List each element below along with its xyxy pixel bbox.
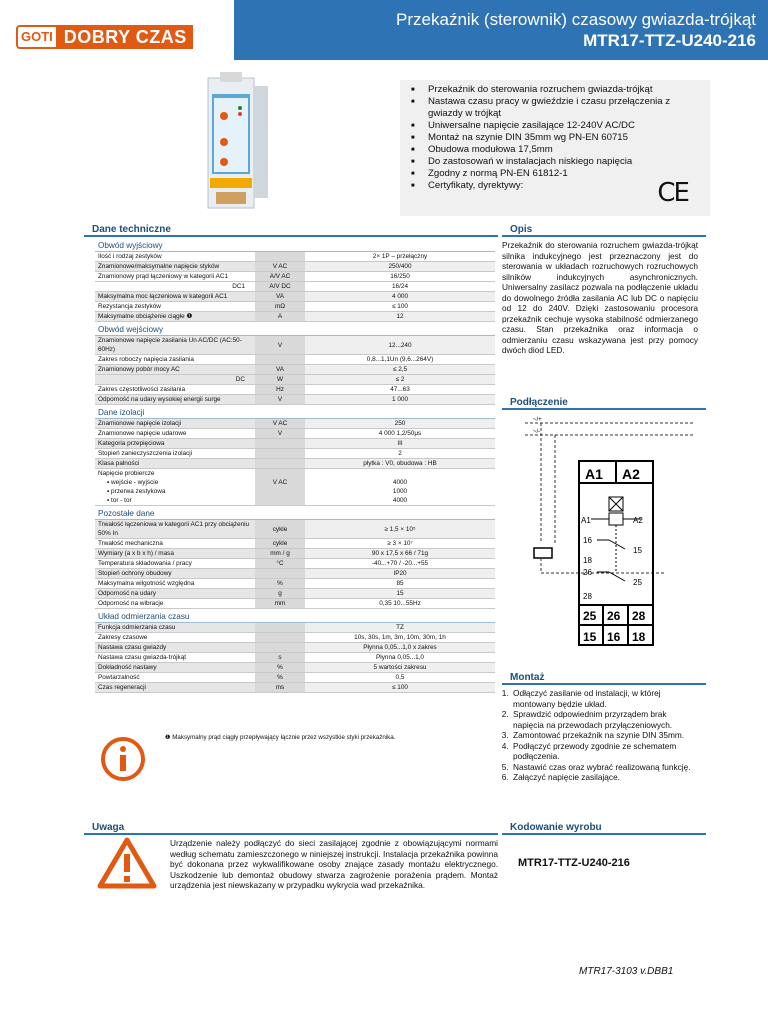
table-cell: Stopień zanieczyszczenia izolacji: [95, 449, 255, 459]
table-cell: Nastawa czasu gwiazda-trójkąt: [95, 653, 255, 663]
table-cell: -40...+70 / -20...+55: [305, 559, 495, 569]
table-cell: V AC: [255, 419, 305, 429]
table-cell: [255, 459, 305, 469]
spec-group: [95, 506, 495, 520]
table-row: [95, 663, 495, 673]
pin-28: 28: [583, 592, 592, 601]
table-row: [95, 395, 495, 405]
table-row: [95, 643, 495, 653]
table-row: [95, 312, 495, 322]
block-26: 26: [607, 609, 621, 623]
section-podlaczenie: Podłączenie: [510, 397, 568, 408]
table-cell: 4 000 1,2/50μs: [305, 429, 495, 439]
table-row: [95, 599, 495, 609]
table-row: [95, 683, 495, 693]
table-cell: mm: [255, 599, 305, 609]
table-cell: %: [255, 673, 305, 683]
table-cell: [255, 469, 305, 479]
table-cell: III: [305, 439, 495, 449]
info-icon: [100, 736, 146, 782]
table-cell: płytka : V0, obudowa : HB: [305, 459, 495, 469]
features-box: [400, 80, 710, 216]
section-rule: [502, 235, 706, 237]
table-row: [95, 579, 495, 589]
table-cell: Ilość i rodzaj zestyków: [95, 252, 255, 262]
ce-mark-icon: CE: [657, 178, 688, 208]
terminal-a1: A1: [585, 466, 603, 482]
table-cell: 10s, 30s, 1m, 3m, 10m, 30m, 1h: [305, 633, 495, 643]
table-cell: Maksymalne obciążenie ciągłe ❶: [95, 312, 255, 322]
feature-item: ■ Uniwersalne napięcie zasilające 12-240V AC/DC: [408, 120, 704, 132]
table-cell: VA: [255, 365, 305, 375]
table-cell: [255, 623, 305, 633]
pin-26: 26: [583, 568, 592, 577]
spec-table: [95, 238, 495, 693]
table-cell: 250: [305, 419, 495, 429]
table-cell: Powtarzalność: [95, 673, 255, 683]
feature-item: ■ Przekaźnik do sterowania rozruchem gwiazda-trójkąt: [408, 84, 704, 96]
product-photo: [200, 72, 272, 220]
table-cell: Funkcja odmierzania czasu: [95, 623, 255, 633]
section-kodowanie: Kodowanie wyrobu: [510, 822, 602, 833]
table-row: [95, 419, 495, 429]
table-cell: Trwałość łączeniowa w kategorii AC1 przy obciążeniu 50% In: [95, 520, 255, 539]
table-cell: Układ odmierzania czasu: [95, 609, 495, 623]
list-item: 3. Zamontować przekaźnik na szynie DIN 35mm.: [511, 730, 698, 741]
table-cell: V: [255, 429, 305, 439]
table-cell: 47...63: [305, 385, 495, 395]
table-row: [95, 653, 495, 663]
block-18: 18: [632, 630, 646, 644]
table-cell: Obwód wejściowy: [95, 322, 495, 336]
title-band: [234, 0, 768, 60]
table-cell: 15: [305, 589, 495, 599]
table-cell: Stopień ochrony obudowy: [95, 569, 255, 579]
table-cell: Napięcie probiercze: [98, 470, 155, 477]
table-row: [95, 252, 495, 262]
pin-15: 15: [633, 546, 642, 555]
page-title: Przekaźnik (sterownik) czasowy gwiazda-trójkąt: [396, 10, 756, 29]
block-28: 28: [632, 609, 646, 623]
section-rule: [84, 235, 498, 237]
table-cell: [255, 633, 305, 643]
table-row: [95, 385, 495, 395]
table-cell: V AC: [255, 262, 305, 272]
table-cell: Klasa palności: [95, 459, 255, 469]
pin-a1: A1: [581, 516, 591, 525]
table-row: [95, 569, 495, 579]
table-cell: 1 000: [305, 395, 495, 405]
table-cell: Dane izolacji: [95, 405, 495, 419]
list-item: 4. Podłączyć przewody zgodnie ze schematem podłączenia.: [511, 741, 698, 762]
table-cell: [255, 569, 305, 579]
table-cell: ≤ 100: [305, 302, 495, 312]
table-cell: %: [255, 663, 305, 673]
table-cell: [255, 496, 305, 506]
table-cell: TZ: [305, 623, 495, 633]
table-row: [95, 549, 495, 559]
logo-text: DOBRY CZAS: [58, 25, 193, 49]
table-cell: [255, 355, 305, 365]
table-cell: A/V DC: [255, 282, 305, 292]
table-cell: 16/250: [305, 272, 495, 282]
feature-item: ■ Montaż na szynie DIN 35mm wg PN-EN 60715: [408, 132, 704, 144]
table-row: [95, 589, 495, 599]
section-uwaga: Uwaga: [92, 822, 125, 833]
table-row: [95, 469, 495, 479]
section-rule: [502, 833, 706, 835]
warning-icon: [96, 836, 158, 892]
pin-16: 16: [583, 536, 592, 545]
table-cell: Kategoria przepięciowa: [95, 439, 255, 449]
table-cell: 12...240: [305, 336, 495, 355]
table-row: [95, 520, 495, 539]
list-item: 2. Sprawdzić odpowiednim przyrządem brak napięcia na przewodach przyłączeniowych.: [511, 709, 698, 730]
table-cell: Znamionowe/maksymalne napięcie styków: [95, 262, 255, 272]
table-cell: A: [255, 312, 305, 322]
table-cell: Znamionowy prąd łączeniowy w kategorii AC1: [95, 272, 255, 282]
table-cell: Hz: [255, 385, 305, 395]
table-cell: Zakres roboczy napięcia zasilania: [95, 355, 255, 365]
table-cell: ▪ wejście - wyjście: [107, 479, 159, 486]
table-cell: ≥ 1,5 × 10⁵: [305, 520, 495, 539]
table-row: [95, 375, 495, 385]
table-cell: 0,8...1,1Un (9,6...264V): [305, 355, 495, 365]
line-l1: ~/+: [533, 417, 542, 423]
spec-group: [95, 322, 495, 336]
table-cell: 90 x 17,5 x 66 / 71g: [305, 549, 495, 559]
section-rule: [502, 683, 706, 685]
table-cell: 12: [305, 312, 495, 322]
table-cell: V: [255, 336, 305, 355]
pin-a2: A2: [633, 516, 643, 525]
spec-group: [95, 405, 495, 419]
table-row: [95, 439, 495, 449]
line-l2: ~/-: [533, 429, 541, 435]
table-cell: [255, 643, 305, 653]
feature-item: ■ Do zastosowań w instalacjach niskiego napięcia: [408, 156, 704, 168]
block-15: 15: [583, 630, 597, 644]
product-model: MTR17-TTZ-U240-216: [583, 31, 756, 50]
spec-group: [95, 609, 495, 623]
table-cell: 2× 1P – przełączny: [305, 252, 495, 262]
table-row: [95, 487, 495, 496]
table-cell: Wymiary (a x b x h) / masa: [95, 549, 255, 559]
table-cell: 250/400: [305, 262, 495, 272]
table-row: [95, 633, 495, 643]
table-cell: A/V AC: [255, 272, 305, 282]
table-cell: Odporność na wibracje: [95, 599, 255, 609]
table-cell: 1000: [392, 488, 408, 495]
table-cell: Znamionowe napięcie izolacji: [95, 419, 255, 429]
table-cell: cykle: [255, 520, 305, 539]
table-cell: [255, 449, 305, 459]
mounting-steps: [502, 688, 698, 783]
document-version: MTR17-3103 v.DBB1: [579, 966, 674, 977]
table-row: [95, 496, 495, 506]
table-cell: Odporność na udary: [95, 589, 255, 599]
table-cell: ≥ 3 × 10⁷: [305, 539, 495, 549]
table-row: [95, 365, 495, 375]
table-cell: 85: [305, 579, 495, 589]
terminal-a2: A2: [622, 466, 640, 482]
table-cell: V AC: [255, 478, 305, 487]
table-cell: 0,35 10...55Hz: [305, 599, 495, 609]
wiring-diagram: [505, 413, 705, 653]
table-cell: DC: [95, 375, 255, 385]
brand-logo: [16, 22, 193, 52]
table-cell: Płynna 0,05...1,0 x zakres: [305, 643, 495, 653]
table-cell: Zakres częstotliwości zasilania: [95, 385, 255, 395]
table-row: [95, 272, 495, 282]
table-cell: DC1: [95, 282, 255, 292]
table-cell: ▪ przerwa zestykowa: [107, 488, 166, 495]
table-row: [95, 262, 495, 272]
table-row: [95, 478, 495, 487]
table-cell: Maksymalna wilgotność względna: [95, 579, 255, 589]
product-code: MTR17-TTZ-U240-216: [518, 857, 630, 869]
table-cell: ≤ 100: [305, 683, 495, 693]
block-25: 25: [583, 609, 597, 623]
pin-25: 25: [633, 578, 642, 587]
table-cell: s: [255, 653, 305, 663]
table-cell: [305, 469, 495, 479]
section-opis: Opis: [510, 224, 533, 235]
table-cell: Rezystancja zestyków: [95, 302, 255, 312]
table-row: [95, 673, 495, 683]
description-text: Przekaźnik do sterowania rozruchem gwiazda-trójkąt silnika indukcyjnego jest przeznaczony jest do sterowania w układach rozruchowych rozruchowych silników indukcyjnych asynchronicznych. Uniwersalny zasilacz pozwala na podłączenie układu do dowolnego źródła zasilania AC lub DC o napięciu od 12 do 240V. Dzięki zastosowaniu procesora przekaźnik cechuje wysoka stabilność odmierzanego czasu. Stan przekaźnika oraz informacja o odmierzaniu czasu wskazywana jest przy pomocy dwóch diod LED.: [502, 240, 698, 355]
table-row: [95, 292, 495, 302]
table-cell: Pozostałe dane: [95, 506, 495, 520]
table-row: [95, 302, 495, 312]
table-cell: [255, 487, 305, 496]
table-row: [95, 355, 495, 365]
table-row: [95, 282, 495, 292]
table-cell: 4 000: [305, 292, 495, 302]
table-cell: g: [255, 589, 305, 599]
feature-item: ■ Zgodny z normą PN-EN 61812-1: [408, 168, 704, 180]
table-cell: Płynna 0,05...1,0: [305, 653, 495, 663]
table-cell: Odporność na udary wysokiej energii surge: [95, 395, 255, 405]
table-cell: mΩ: [255, 302, 305, 312]
table-row: [95, 539, 495, 549]
table-row: [95, 623, 495, 633]
footnote: ❶ Maksymalny prąd ciągły przepływający łącznie przez wszystkie styki przekaźnika.: [165, 734, 396, 741]
table-cell: Zakresy czasowe: [95, 633, 255, 643]
table-row: [95, 559, 495, 569]
feature-item: ■ Certyfikaty, dyrektywy:: [408, 180, 704, 192]
list-item: 5. Nastawić czas oraz wybrać realizowaną funkcję.: [511, 762, 698, 773]
table-cell: VA: [255, 292, 305, 302]
list-item: 6. Załączyć napięcie zasilające.: [511, 772, 698, 783]
table-cell: V: [255, 395, 305, 405]
table-cell: 0,5: [305, 673, 495, 683]
table-row: [95, 449, 495, 459]
table-cell: Znamionowy pobór mocy AC: [95, 365, 255, 375]
table-cell: Temperatura składowania / pracy: [95, 559, 255, 569]
table-cell: ▪ tor - tor: [95, 496, 255, 506]
table-cell: 4000: [305, 496, 495, 506]
feature-item: ■ Obudowa modułowa 17,5mm: [408, 144, 704, 156]
table-cell: °C: [255, 559, 305, 569]
table-cell: Nastawa czasu gwiazdy: [95, 643, 255, 653]
table-cell: cykle: [255, 539, 305, 549]
warning-text: Urządzenie należy podłączyć do sieci zasilającej zgodnie z obowiązującymi normami według schematu zamieszczonego w niniejszej instrukcji. Instalacja przekaźnika powinna być dokonana przez wykwalifikowane osoby znające zasady montażu elektrycznego. Uszkodzenie lub demontaż obudowy stwarza zagrożenie porażenia prądem. Montaż urządzenia jest niewskazany w przypadku wykrycia wad przekaźnika.: [170, 838, 498, 890]
table-cell: mm / g: [255, 549, 305, 559]
table-cell: 2: [305, 449, 495, 459]
page-header: [0, 0, 768, 60]
table-cell: ≤ 2,5: [305, 365, 495, 375]
table-cell: ≤ 2: [305, 375, 495, 385]
table-cell: Znamionowe napięcie udarowe: [95, 429, 255, 439]
table-cell: 4000: [392, 479, 408, 486]
table-cell: [255, 439, 305, 449]
table-cell: W: [255, 375, 305, 385]
table-cell: Maksymalna moc łączeniowa w kategorii AC1: [95, 292, 255, 302]
table-cell: IP20: [305, 569, 495, 579]
table-cell: ms: [255, 683, 305, 693]
table-cell: Znamionowe napięcie zasilania Un AC/DC (AC:50-60Hz): [95, 336, 255, 355]
section-dane-techniczne: Dane techniczne: [92, 224, 171, 235]
table-cell: Obwód wyjściowy: [95, 238, 495, 252]
section-rule: [502, 408, 706, 410]
table-row: [95, 336, 495, 355]
table-row: [95, 429, 495, 439]
feature-item: ■ Nastawa czasu pracy w gwieździe i czasu przełączenia z gwiazdy w trójkąt: [408, 96, 704, 120]
logo-goti: GOTI: [16, 25, 58, 49]
section-montaz: Montaż: [510, 672, 545, 683]
spec-group: [95, 238, 495, 252]
table-cell: 5 wartości zakresu: [305, 663, 495, 673]
block-16: 16: [607, 630, 621, 644]
list-item: 1. Odłączyć zasilanie od instalacji, w której montowany będzie układ.: [511, 688, 698, 709]
section-rule: [84, 833, 498, 835]
table-cell: %: [255, 579, 305, 589]
pin-18: 18: [583, 556, 592, 565]
table-cell: Czas regeneracji: [95, 683, 255, 693]
table-row: [95, 459, 495, 469]
table-cell: Trwałość mechaniczna: [95, 539, 255, 549]
table-cell: [255, 252, 305, 262]
table-cell: Dokładność nastawy: [95, 663, 255, 673]
table-cell: 16/24: [305, 282, 495, 292]
